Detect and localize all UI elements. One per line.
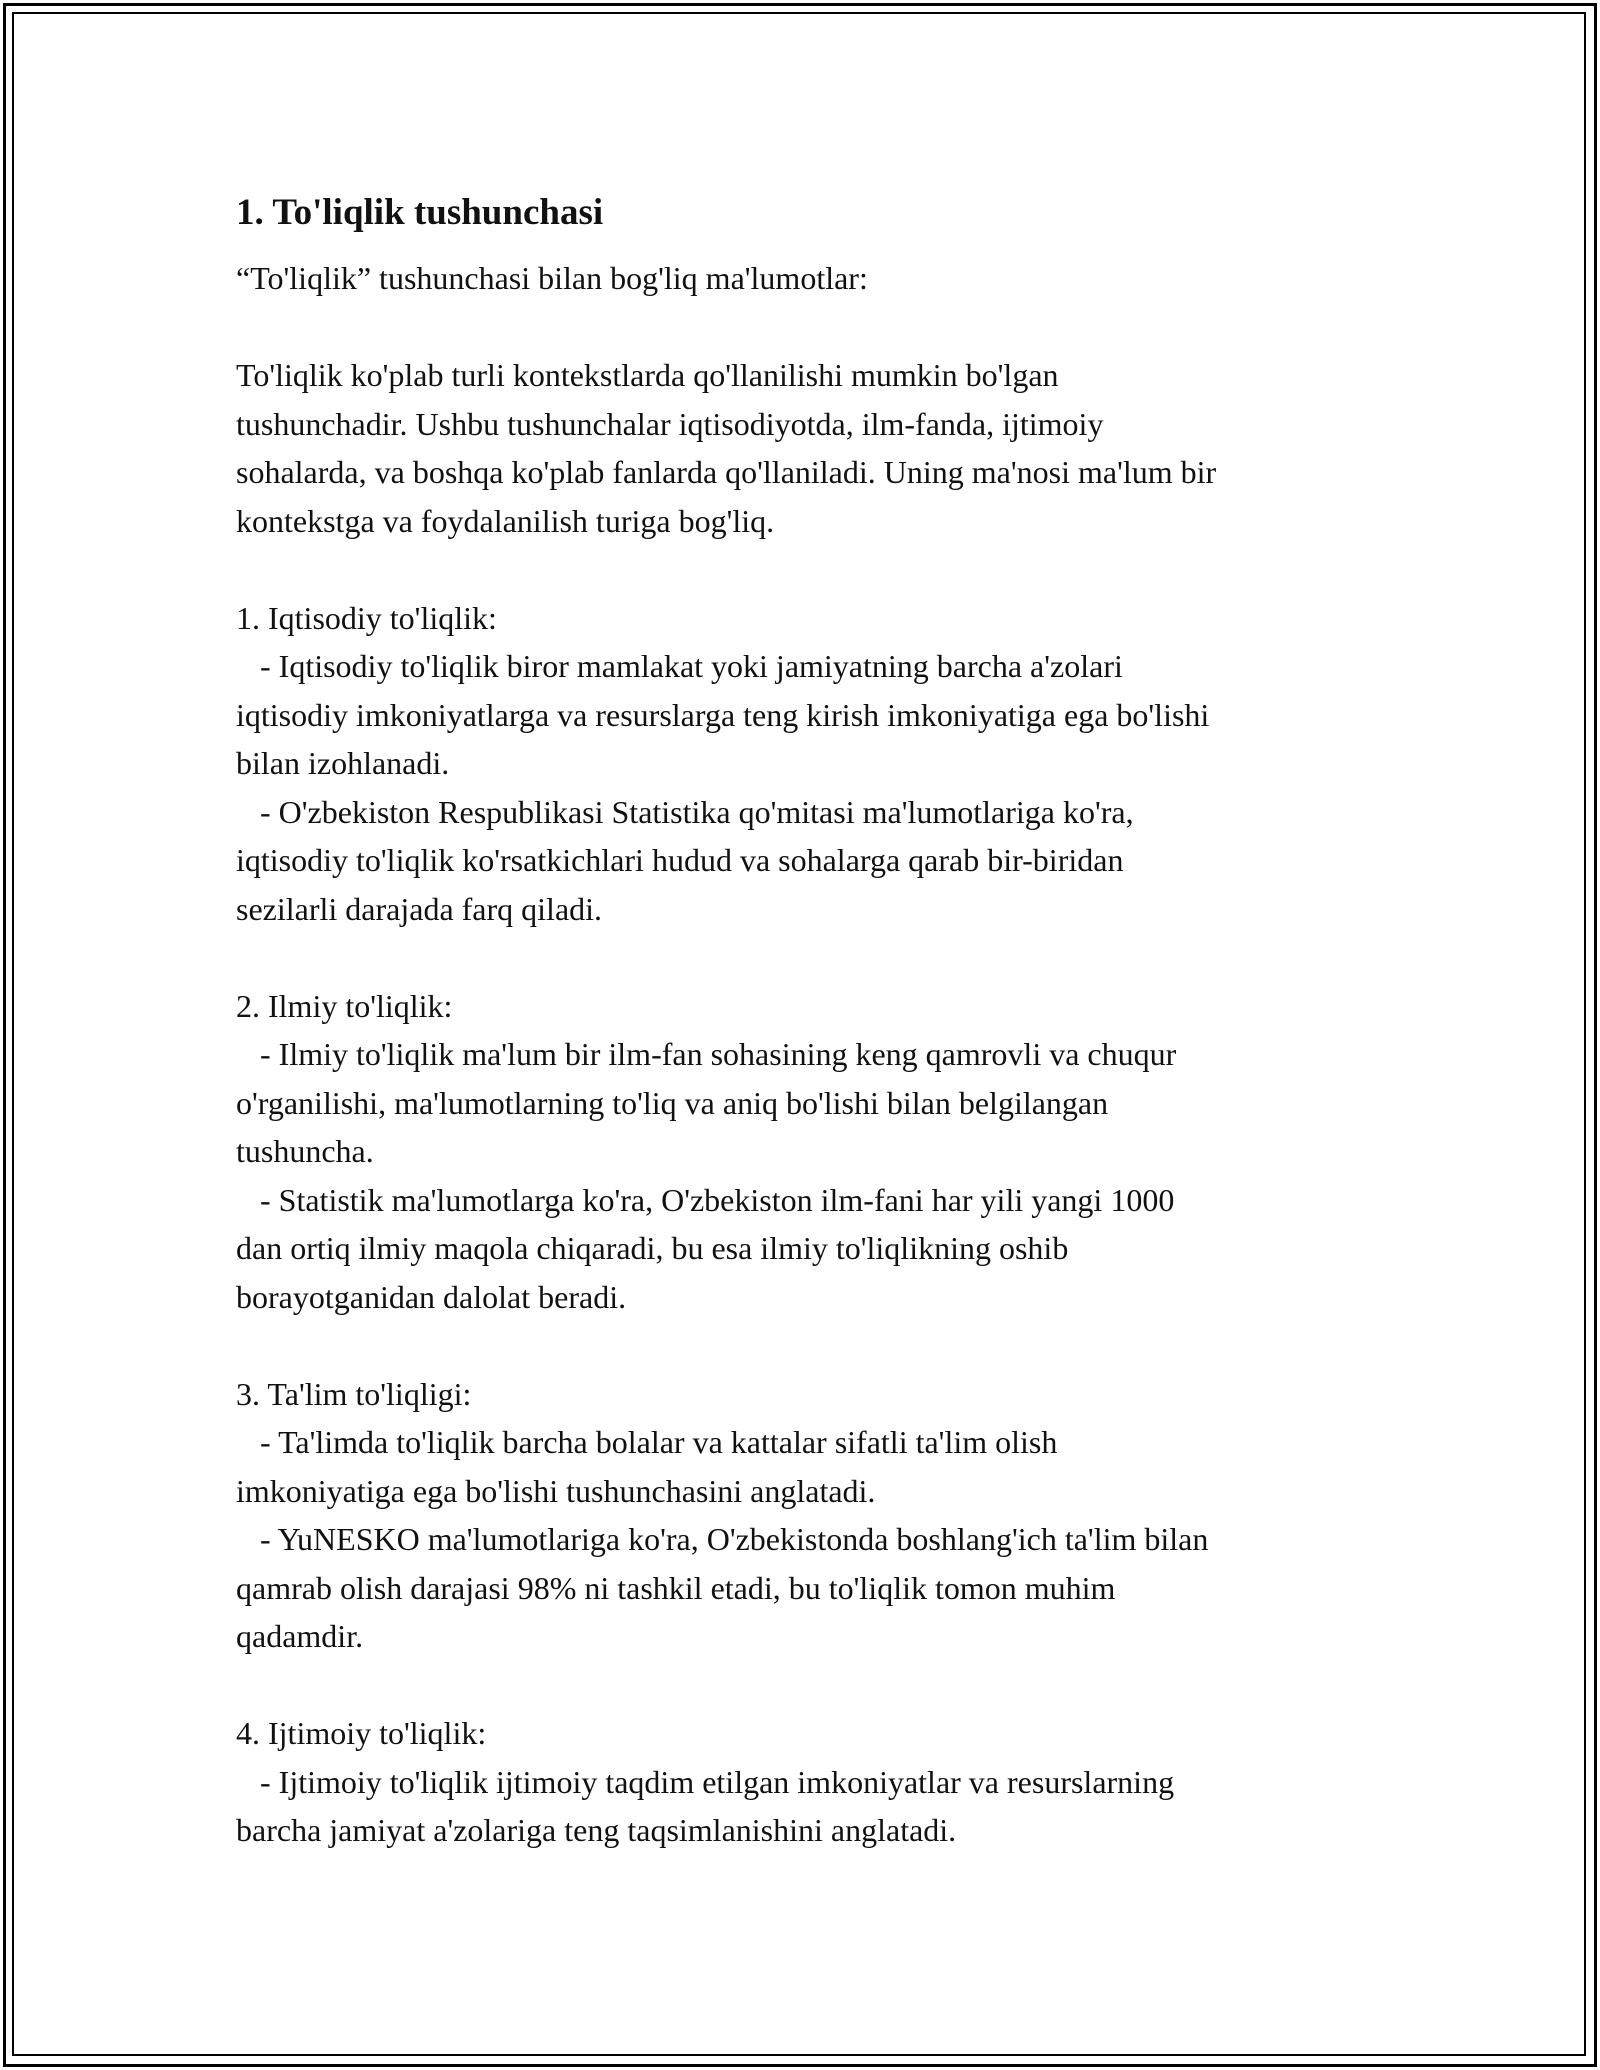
paragraph-gap <box>236 1321 1386 1370</box>
section-social <box>236 1709 1386 1855</box>
section-education <box>236 1370 1386 1661</box>
section-point: - Statistik ma'lumotlarga ko'ra, O'zbekiston ilm-fani har yili yangi 1000 dan ortiq ilmiy maqola chiqaradi, bu esa ilmiy to'liqlikning oshib borayotganidan dalolat beradi. <box>236 1181 1175 1315</box>
section-economic <box>236 594 1386 934</box>
paragraph-gap <box>236 933 1386 982</box>
section-heading: 4. Ijtimoiy to'liqlik: <box>236 1715 487 1751</box>
paragraph-gap <box>236 303 1386 352</box>
section-heading: 1. Iqtisodiy to'liqlik: <box>236 599 497 636</box>
overview-paragraph: To'liqlik ko'plab turli kontekstlarda qo'llanilishi mumkin bo'lgan tushunchadir. Ushbu tushunchalar iqtisodiyotda, ilm-fanda, ijtimoiy sohalarda, va boshqa ko'plab fanlarda qo'llaniladi. Uning ma'nosi ma'lum bir kontekstga va foydalanilish turiga bog'liq. <box>236 357 1217 539</box>
paragraph-gap <box>236 545 1386 594</box>
section-point: - O'zbekiston Respublikasi Statistika qo'mitasi ma'lumotlariga ko'ra, iqtisodiy to'liqlik ko'rsatkichlari hudud va sohalarga qarab bir-biridan sezilarli darajada farq qiladi. <box>236 793 1134 927</box>
intro-line: “To'liqlik” tushunchasi bilan bog'liq ma'lumotlar: <box>236 260 868 296</box>
section-point: - Iqtisodiy to'liqlik biror mamlakat yoki jamiyatning barcha a'zolari iqtisodiy imkoniyatlarga va resurslarga teng kirish imkoniyatiga ega bo'lishi bilan izohlanadi. <box>236 648 1210 781</box>
document-title: 1. To'liqlik tushunchasi <box>236 192 604 233</box>
section-point: - Ilmiy to'liqlik ma'lum bir ilm-fan sohasining keng qamrovli va chuqur o'rganilishi, ma'lumotlarning to'liq va aniq bo'lishi bilan belgilangan tushuncha. <box>236 1036 1177 1169</box>
section-point: - Ijtimoiy to'liqlik ijtimoiy taqdim etilgan imkoniyatlar va resurslarning barcha jamiyat a'zolariga teng taqsimlanishini anglatadi. <box>236 1763 1175 1848</box>
section-scientific <box>236 982 1386 1322</box>
paragraph-gap <box>236 1661 1386 1710</box>
document-body <box>236 188 1386 1855</box>
section-heading: 2. Ilmiy to'liqlik: <box>236 987 453 1024</box>
section-point: - Ta'limda to'liqlik barcha bolalar va kattalar sifatli ta'lim olish imkoniyatiga ega bo'lishi tushunchasini anglatadi. <box>236 1424 1058 1509</box>
section-heading: 3. Ta'lim to'liqligi: <box>236 1375 472 1412</box>
section-point: - YuNESKO ma'lumotlariga ko'ra, O'zbekistonda boshlang'ich ta'lim bilan qamrab olish darajasi 98% ni tashkil etadi, bu to'liqlik tomon muhim qadamdir. <box>236 1521 1209 1654</box>
